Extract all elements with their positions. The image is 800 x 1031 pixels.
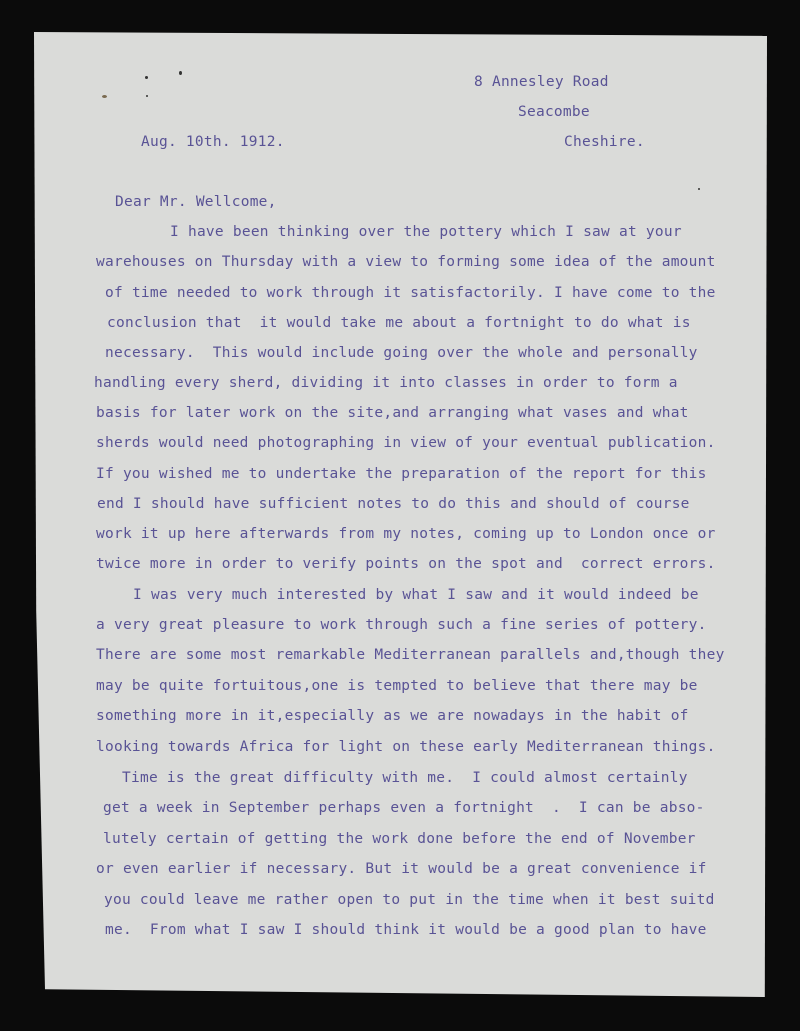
body-line: something more in it,especially as we are nowadays in the habit of — [96, 708, 689, 724]
body-line: sherds would need photographing in view of your eventual publication. — [96, 435, 716, 451]
paper-mark — [102, 95, 107, 98]
body-line: I have been thinking over the pottery which I saw at your — [170, 224, 682, 240]
paper-mark — [146, 95, 148, 97]
address-line-3: Cheshire. — [564, 134, 645, 150]
address-line-2: Seacombe — [518, 104, 590, 120]
address-line-1: 8 Annesley Road — [474, 74, 609, 90]
body-line: me. From what I saw I should think it would be a good plan to have — [105, 922, 707, 938]
body-line: I was very much interested by what I saw and it would indeed be — [133, 587, 699, 603]
body-line: Time is the great difficulty with me. I could almost certainly — [122, 770, 688, 786]
body-line: conclusion that it would take me about a fortnight to do what is — [107, 315, 691, 331]
body-line: looking towards Africa for light on these early Mediterranean things. — [96, 739, 716, 755]
letter-sheet — [34, 32, 767, 997]
body-line: end I should have sufficient notes to do this and should of course — [97, 496, 690, 512]
body-line: necessary. This would include going over the whole and personally — [105, 345, 698, 361]
body-line: handling every sherd, dividing it into classes in order to form a — [94, 375, 678, 391]
body-line: lutely certain of getting the work done before the end of November — [103, 831, 696, 847]
paper-mark — [698, 188, 700, 190]
body-line: a very great pleasure to work through such a fine series of pottery. — [96, 617, 707, 633]
body-line: or even earlier if necessary. But it would be a great convenience if — [96, 861, 707, 877]
body-line: work it up here afterwards from my notes, coming up to London once or — [96, 526, 716, 542]
paper-mark — [145, 76, 148, 79]
body-line: get a week in September perhaps even a fortnight . I can be abso- — [103, 800, 705, 816]
body-line: you could leave me rather open to put in the time when it best suitd — [104, 892, 715, 908]
body-line: may be quite fortuitous,one is tempted to believe that there may be — [96, 678, 698, 694]
body-line: of time needed to work through it satisfactorily. I have come to the — [105, 285, 716, 301]
paper-mark — [179, 71, 182, 75]
body-line: If you wished me to undertake the preparation of the report for this — [96, 466, 707, 482]
salutation: Dear Mr. Wellcome, — [115, 194, 277, 210]
body-line: twice more in order to verify points on the spot and correct errors. — [96, 556, 716, 572]
body-line: basis for later work on the site,and arranging what vases and what — [96, 405, 689, 421]
letter-date: Aug. 10th. 1912. — [141, 134, 285, 150]
body-line: warehouses on Thursday with a view to forming some idea of the amount — [96, 254, 716, 270]
body-line: There are some most remarkable Mediterranean parallels and,though they — [96, 647, 725, 663]
